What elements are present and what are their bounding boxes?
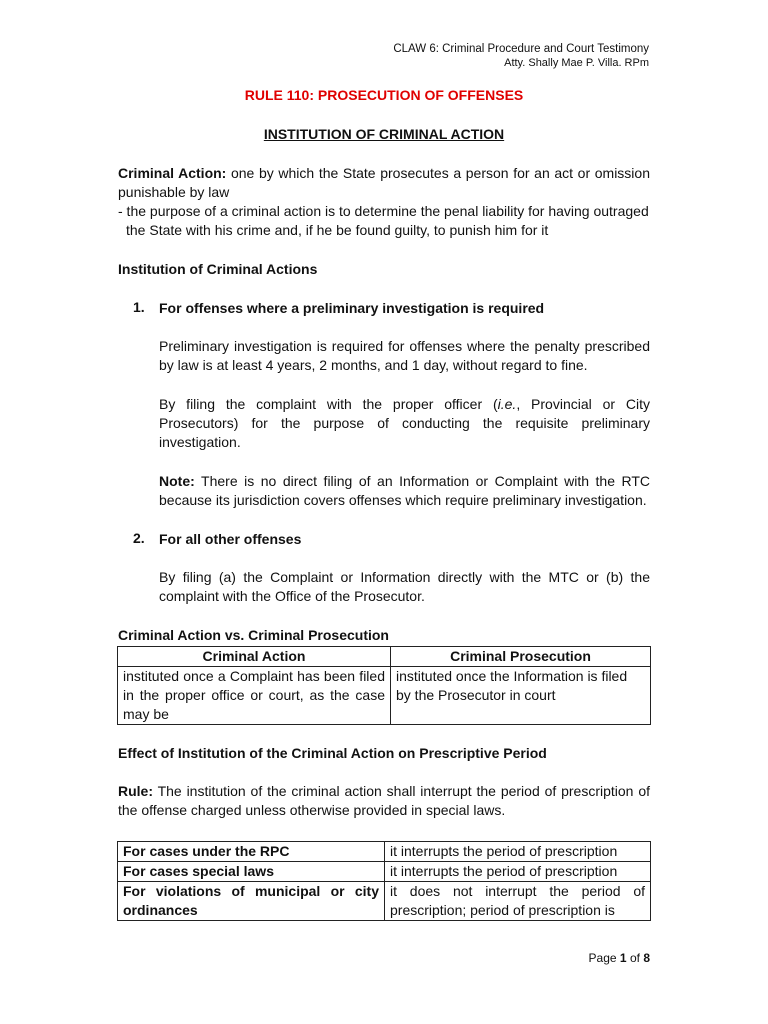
item1-para2-end: , Provincial or City Prosecutors) for the purpose of conducting the requisite preliminary investigation. [159, 396, 650, 450]
case-cell: For cases under the RPC [118, 842, 385, 862]
comparison-heading: Criminal Action vs. Criminal Prosecution [118, 627, 389, 643]
table-row [118, 842, 651, 862]
note-label: Note: [159, 473, 195, 489]
item2-heading: For all other offenses [159, 531, 302, 547]
item1-heading: For offenses where a preliminary investigation is required [159, 300, 545, 316]
prescriptive-rule [118, 782, 650, 820]
definition-text: one by which the State prosecutes a person for an act or omission punishable by law [118, 165, 650, 200]
rule-text: The institution of the criminal action shall interrupt the period of prescription of the offense charged unless otherwise provided in special laws. [118, 783, 650, 818]
purpose-line-2: the State with his crime and, if he be found guilty, to punish him for it [126, 222, 549, 238]
course-title: CLAW 6: Criminal Procedure and Court Testimony [393, 43, 649, 55]
table-row [118, 862, 651, 882]
criminal-action-definition [118, 164, 650, 202]
item1-paragraph-2 [159, 395, 650, 452]
column-header-criminal-prosecution: Criminal Prosecution [391, 647, 651, 667]
page-number: 1 [619, 951, 627, 965]
author-name: Atty. Shally Mae P. Villa. RPm [504, 57, 649, 69]
effect-cell: it does not interrupt the period of prescription; period of prescription is [385, 882, 651, 921]
comparison-table [117, 646, 651, 725]
definition-term: Criminal Action: [118, 165, 227, 181]
page-total: 8 [643, 951, 650, 965]
institution-heading: Institution of Criminal Actions [118, 261, 318, 277]
case-cell: For cases special laws [118, 862, 385, 882]
item1-note [159, 472, 650, 510]
column-header-criminal-action: Criminal Action [118, 647, 391, 667]
table-row [118, 647, 651, 667]
item2-paragraph: By filing (a) the Complaint or Information directly with the MTC or (b) the complaint with the Office of the Prosecutor. [159, 569, 650, 604]
item1-para2-ie: i.e. [497, 396, 517, 412]
criminal-prosecution-cell: instituted once the Information is filed by the Prosecutor in court [391, 667, 651, 725]
item1-para2-start: By filing the complaint with the proper officer ( [159, 396, 498, 412]
item1-number: 1. [133, 299, 145, 315]
page-header [393, 42, 649, 70]
table-row [118, 882, 651, 921]
rule-label: Rule: [118, 783, 153, 799]
page-label: Page [588, 951, 617, 965]
of-label: of [629, 951, 640, 965]
table-row [118, 667, 651, 725]
effect-cell: it interrupts the period of prescription [385, 862, 651, 882]
prescriptive-heading: Effect of Institution of the Criminal Action on Prescriptive Period [118, 745, 547, 761]
effect-cell: it interrupts the period of prescription [385, 842, 651, 862]
case-cell: For violations of municipal or city ordinances [118, 882, 385, 921]
purpose-line-1: - the purpose of a criminal action is to determine the penal liability for having outraged [118, 203, 649, 219]
item2-number: 2. [133, 530, 145, 546]
page-footer [589, 951, 650, 965]
note-text: There is no direct filing of an Information or Complaint with the RTC because its jurisdiction covers offenses which require preliminary investigation. [159, 473, 651, 508]
item1-paragraph-1: Preliminary investigation is required for offenses where the penalty prescribed by law is at least 4 years, 2 months, and 1 day, without regard to fine. [159, 338, 650, 373]
criminal-action-cell: instituted once a Complaint has been filed in the proper office or court, as the case may be [118, 667, 391, 725]
section-title: INSTITUTION OF CRIMINAL ACTION [263, 126, 505, 142]
prescription-table [117, 841, 651, 921]
rule-title: RULE 110: PROSECUTION OF OFFENSES [244, 87, 524, 103]
